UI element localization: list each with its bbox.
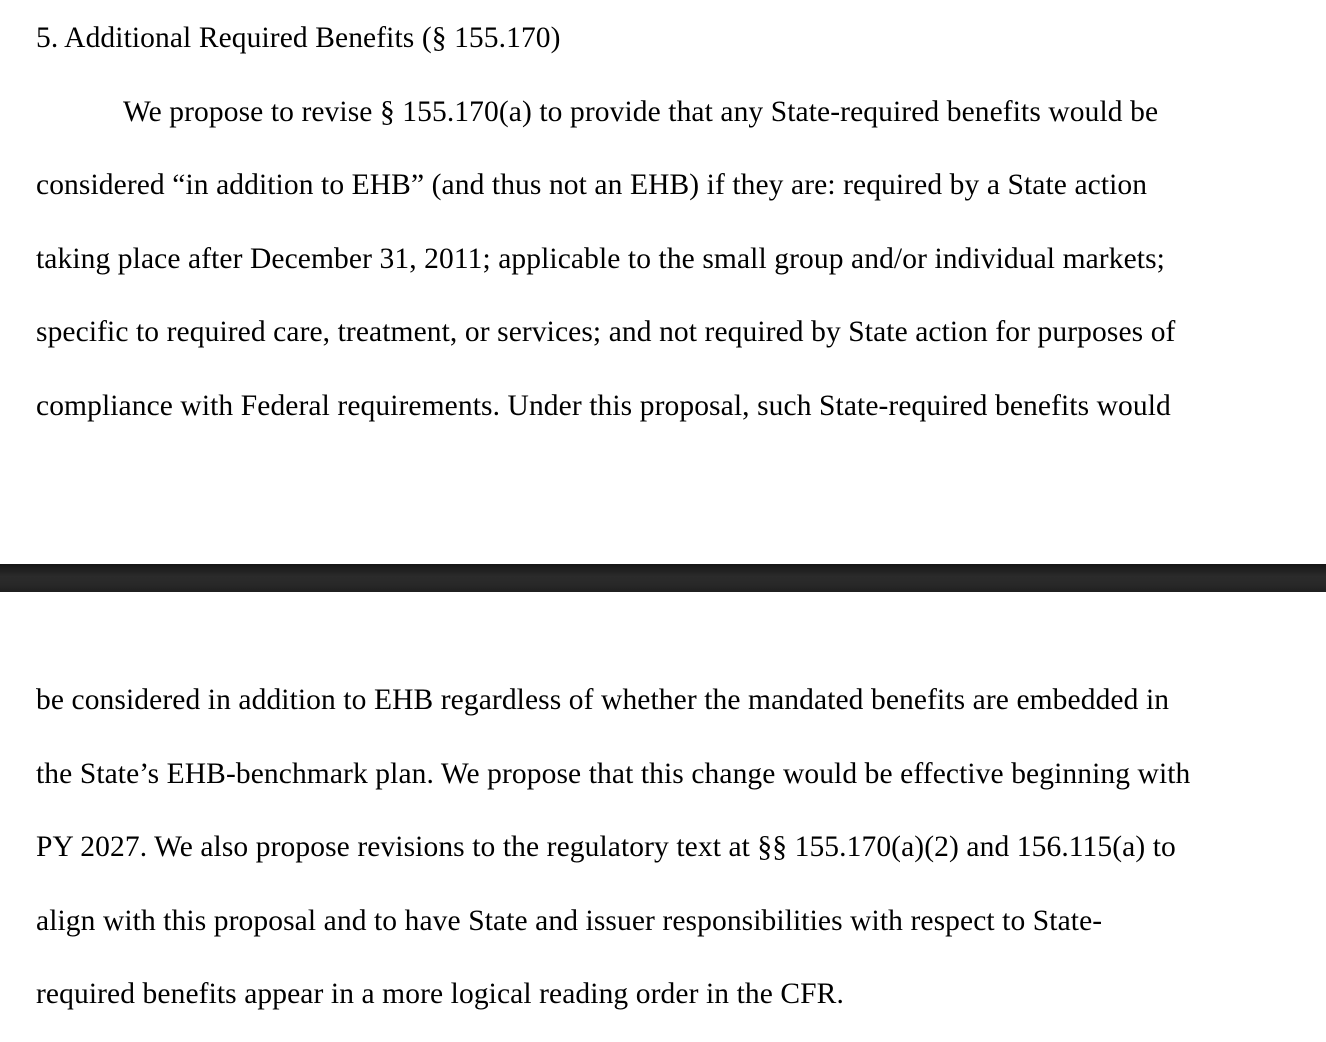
paragraph-line: specific to required care, treatment, or services; and not required by State action for purposes of (36, 316, 1176, 348)
paragraph-line: PY 2027. We also propose revisions to the regulatory text at §§ 155.170(a)(2) and 156.115(a) to (36, 831, 1176, 863)
paragraph-line: align with this proposal and to have State and issuer responsibilities with respect to State- (36, 904, 1103, 937)
document-page-2 (0, 592, 1326, 1032)
paragraph-line: taking place after December 31, 2011; applicable to the small group and/or individual markets; (36, 242, 1165, 275)
paragraph-line: compliance with Federal requirements. Under this proposal, such State-required benefits would (36, 389, 1171, 422)
paragraph-line: We propose to revise § 155.170(a) to provide that any State-required benefits would be (123, 95, 1159, 128)
section-heading: 5. Additional Required Benefits (§ 155.170) (36, 22, 561, 54)
paragraph-line: required benefits appear in a more logical reading order in the CFR. (36, 978, 844, 1010)
page-break-bar (0, 564, 1326, 592)
paragraph-line: considered “in addition to EHB” (and thus not an EHB) if they are: required by a State action (36, 169, 1148, 201)
paragraph-line: be considered in addition to EHB regardless of whether the mandated benefits are embedded in (36, 684, 1170, 716)
paragraph-line: the State’s EHB-benchmark plan. We propose that this change would be effective beginning with (36, 757, 1191, 790)
